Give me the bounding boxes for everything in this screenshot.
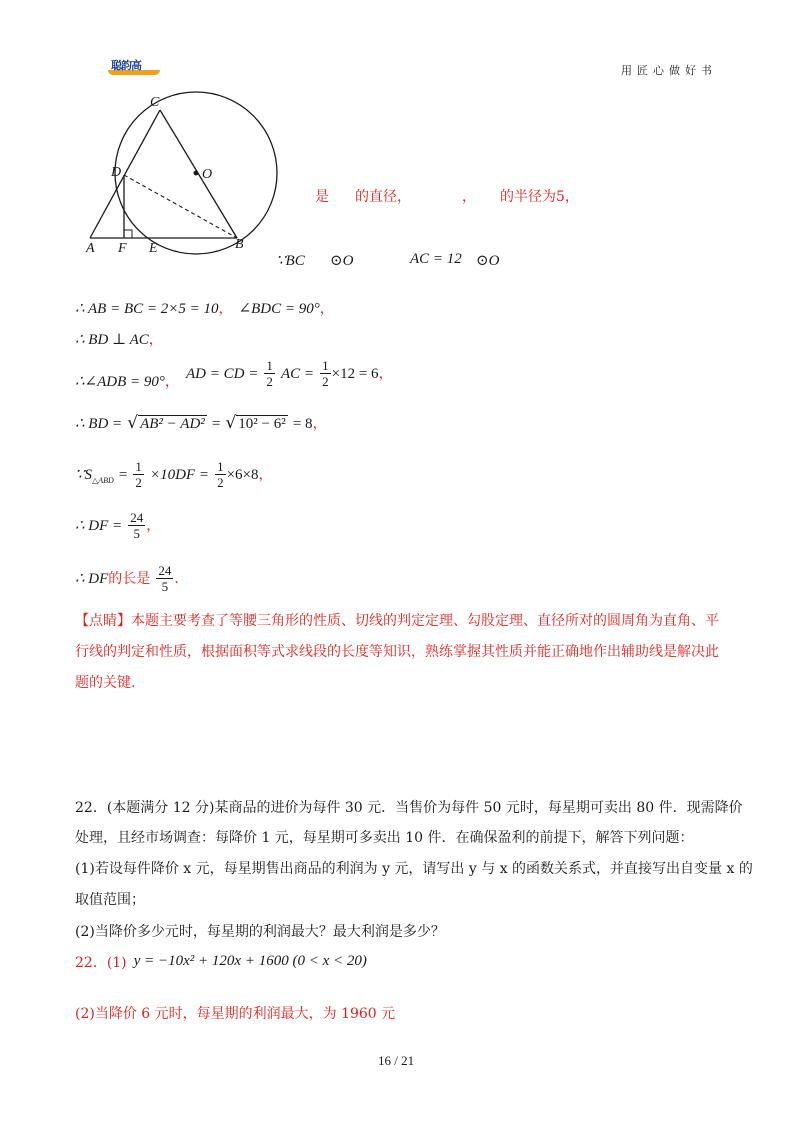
ab-end: ， — [319, 301, 334, 317]
df-lead: ∴ DF = — [75, 518, 123, 534]
fraction-half-1: $\frac{1}{2}$ — [266, 358, 273, 389]
diameter-word: 的直径， — [355, 189, 411, 205]
fraction-half-2: $\frac{1}{2}$ — [322, 358, 329, 389]
radius-text: 的半径为5， — [500, 189, 579, 205]
line-area — [75, 459, 273, 496]
fraction-24-5: $\frac{24}{5}$ — [130, 510, 144, 541]
segment-ac — [90, 110, 160, 238]
adb-end: ， — [378, 366, 393, 382]
sqrt-icon: √ — [225, 413, 237, 433]
line-final — [75, 563, 179, 594]
bd-tail: = 8 — [292, 416, 313, 432]
area-mid: ×10DF = — [150, 467, 209, 483]
adb-expr: ∴∠ADB = 90° — [75, 374, 165, 390]
final-lead: ∴ DF — [75, 571, 109, 587]
area-tail: ×6×8 — [226, 467, 259, 483]
geometry-figure — [80, 90, 290, 260]
center-o-dot — [194, 171, 199, 176]
line-adb — [75, 358, 393, 397]
line-df — [75, 510, 160, 541]
final-end: . — [174, 571, 179, 587]
ab-sep: ， — [218, 301, 233, 317]
label-e: E — [149, 241, 158, 256]
header-motto: 用匠心做好书 — [621, 64, 717, 77]
question-line-1: 22．(本题满分 12 分)某商品的进价为每件 30 元．当售价为每件 50 元时，每星期可卖出 80 件．现需降价 — [75, 800, 743, 816]
label-d: D — [111, 165, 122, 180]
answer-label: 22．(1) — [75, 955, 127, 971]
sqrt-icon: √ — [127, 413, 139, 433]
line-perp — [75, 329, 163, 349]
line-ab-bc — [75, 298, 334, 318]
question-line-5: (2)当降价多少元时，每星期的利润最大？最大利润是多少？ — [75, 924, 445, 940]
df-end: ， — [146, 518, 161, 534]
note-text: 本题主要考查了等腰三角形的性质、切线的判定定理、勾股定理、直径所对的圆周角为直角、平行线的判定和性质，根据面积等式求线段的长度等知识，熟练掌握其性质并能正确地作出辅助线是解决此题的关键. — [75, 613, 719, 691]
ad-cd: AD = CD = — [185, 366, 259, 382]
circle-o-symbol-1: ⊙O — [330, 253, 354, 269]
adb-tail: ×12 = 6 — [331, 366, 379, 382]
label-c: C — [150, 95, 160, 110]
bd-radicand-2: 10² − 6² — [238, 416, 286, 432]
segment-db-dashed — [124, 175, 237, 238]
ab-expr: ∴ AB = BC = 2×5 = 10 — [75, 301, 219, 317]
segment-cb — [160, 110, 237, 238]
adb-sep: ， — [164, 374, 179, 390]
bd-eq: = — [211, 416, 221, 432]
perp-expr: ∴ BD ⊥ AC — [75, 332, 149, 348]
because-bc: ∵BC — [276, 253, 305, 269]
angle-bdc: ∠BDC = 90° — [238, 301, 320, 317]
area-lead: ∵S — [75, 467, 93, 483]
bd-lead: ∴ BD = — [75, 416, 123, 432]
answer-part-2: (2)当降价 6 元时，每星期的利润最大，为 1960 元 — [75, 1006, 396, 1022]
key-point-note — [75, 606, 730, 699]
line-bd — [75, 413, 327, 433]
area-eq: = — [118, 467, 128, 483]
question-line-2: 处理，且经市场调查：每降价 1 元，每星期可多卖出 10 件．在确保盈利的前提下，解答下列问题： — [75, 830, 694, 846]
answer-part-1 — [75, 952, 367, 972]
fraction-half-3: $\frac{1}{2}$ — [135, 459, 142, 490]
diameter-word-is: 是 — [315, 189, 329, 205]
circle-o-symbol-2: ⊙O — [476, 253, 500, 269]
logo-text: 聪韵高 — [111, 59, 141, 72]
page-number: 16 / 21 — [378, 1053, 415, 1068]
bd-radicand-1: AB² − AD² — [140, 416, 205, 432]
question-line-3: (1)若设每件降价 x 元，每星期售出商品的利润为 y 元，请写出 y 与 x 的函数关系式，并直接写出自变量 x 的 — [75, 861, 753, 877]
bd-end: ， — [312, 416, 327, 432]
ac-equals-12: AC = 12 — [410, 251, 462, 267]
fraction-half-4: $\frac{1}{2}$ — [217, 459, 224, 490]
diameter-comma: ， — [462, 189, 476, 205]
note-label: 【点睛】 — [75, 613, 131, 629]
area-sub: △ABD — [92, 476, 114, 485]
fraction-24-5-final: $\frac{24}{5}$ — [158, 563, 172, 594]
area-end: ， — [258, 467, 273, 483]
question-line-4: 取值范围； — [75, 892, 145, 908]
perp-end: ， — [148, 332, 163, 348]
final-word: 的长是 — [108, 571, 151, 587]
label-f: F — [118, 241, 127, 256]
ac-mid: AC = — [281, 366, 315, 382]
label-o: O — [202, 167, 213, 182]
label-b: B — [235, 237, 244, 252]
right-angle-mark — [124, 230, 132, 238]
label-a: A — [86, 241, 95, 256]
answer-formula: y = −10x² + 120x + 1600 (0 < x < 20) — [133, 953, 367, 969]
